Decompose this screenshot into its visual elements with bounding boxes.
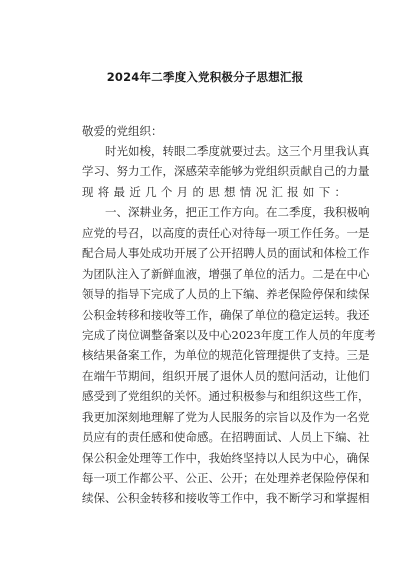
document-body [82, 141, 376, 509]
body-text-line: 感受到了党组织的关怀。通过积极参与和组织这些工作， [82, 389, 370, 404]
body-text-line: 现将最近几个月的思想情况汇报如下： [82, 184, 346, 199]
body-text-line: 保公积金处理等工作中，我始终坚持以人民为中心，确保 [82, 450, 370, 465]
body-text-line: 学习、努力工作，深感荣幸能够为党组织贡献自己的力量 [82, 164, 370, 179]
body-text-line: 续保、公积金转移和接收等工作中，我不断学习和掌握相 [82, 491, 370, 506]
body-text-line: 每一项工作都公平、公正、公开；在处理养老保险停保和 [82, 471, 370, 485]
body-text-line: 为团队注入了新鲜血液，增强了单位的活力。二是在中心 [82, 266, 370, 281]
body-text-line: 时光如梭，转眼二季度就要过去。这三个月里我认真 [105, 144, 370, 158]
body-text-line: 配合局人事处成功开展了公开招聘人员的面试和体检工作 [82, 246, 370, 261]
body-text-line: 完成了岗位调整备案以及中心2023年度工作人员的年度考 [82, 327, 376, 342]
body-text-line: 在端午节期间，组织开展了退休人员的慰问活动，让他们 [82, 368, 370, 383]
body-text-line: 公积金转移和接收等工作，确保了单位的稳定运转。我还 [82, 307, 370, 322]
body-text-line: 核结果备案工作，为单位的规范化管理提供了支持。三是 [82, 348, 370, 363]
body-text-line: 员应有的责任感和使命感。在招聘面试、人员上下编、社 [82, 430, 370, 445]
body-text-line: 领导的指导下完成了人员的上下编、养老保险停保和续保 [82, 287, 370, 302]
body-text-line: 应党的号召，以高度的责任心对待每一项工作任务。一是 [82, 225, 370, 240]
document-greeting: 敬爱的党组织： [82, 124, 163, 138]
document-title: 2024年二季度入党积极分子思想汇报 [106, 70, 304, 84]
body-text-line: 我更加深刻地理解了党为人民服务的宗旨以及作为一名党 [82, 409, 370, 424]
body-text-line: 一、深耕业务，把正工作方向。在二季度，我积极响 [105, 205, 370, 220]
